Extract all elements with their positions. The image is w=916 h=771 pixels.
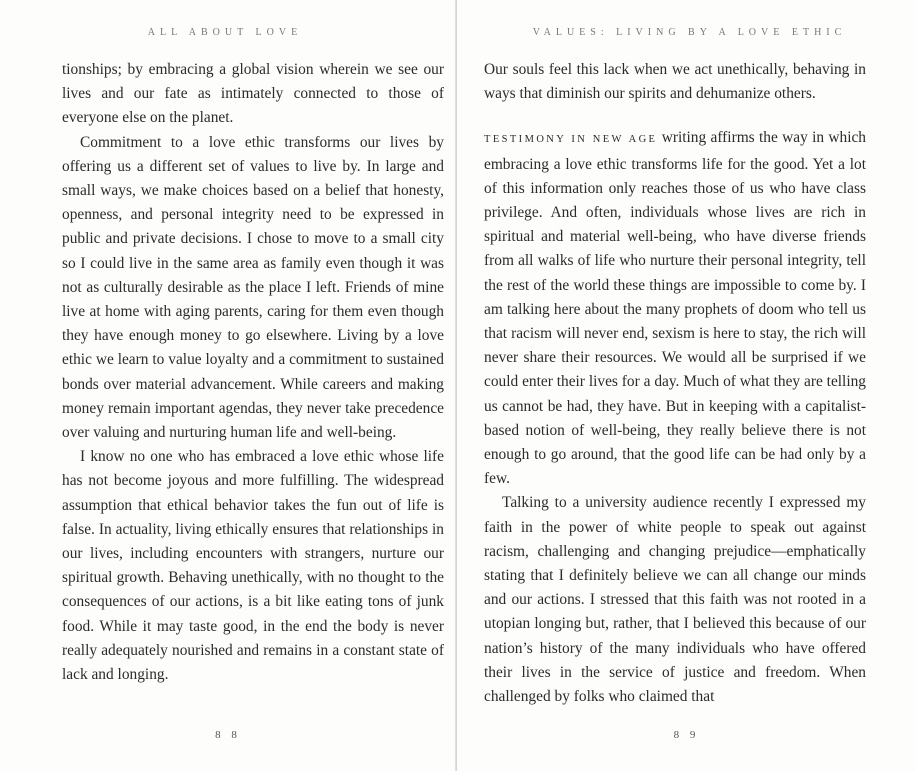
left-page-body xyxy=(62,58,444,687)
section-paragraph xyxy=(484,126,866,491)
right-page-body xyxy=(484,58,866,709)
right-page xyxy=(457,0,916,771)
paragraph: I know no one who has embraced a love ethic whose life has not become joyous and more fulfilling. The widespread assumption that ethical behavior takes the fun out of life is false. In actuality, living ethically ensures that relationships in our lives, including encounters with strangers, nurture our spiritual growth. Behaving unethically, with no thought to the consequences of our actions, is a bit like eating tons of junk food. While it may taste good, in the end the body is never really adequately nourished and remains in a constant state of lack and longing. xyxy=(62,448,444,684)
small-caps-lead: TESTIMONY IN NEW AGE xyxy=(484,134,658,146)
paragraph: tionships; by embracing a global vision wherein we see our lives and our fate as intimately connected to those of everyone else on the planet. xyxy=(62,61,444,127)
right-page-number: 8 9 xyxy=(673,729,700,741)
paragraph: Our souls feel this lack when we act unethically, behaving in ways that diminish our spirits and dehumanize others. xyxy=(484,61,866,103)
right-running-head: VALUES: LIVING BY A LOVE ETHIC xyxy=(532,27,847,38)
left-page xyxy=(0,0,456,771)
paragraph-text: writing affirms the way in which embracing a love ethic transforms life for the good. Yet a lot of this information only reaches those of us who have class privilege. And often, individuals whose lives are rich in spiritual and material well-being, who have diverse friends from all walks of life who nurture their personal integrity, tell the rest of the world these things are impossible to come by. I am talking here about the many prophets of doom who tell us that racism will never end, sexism is here to stay, the rich will never share their resources. We would all be surprised if we could enter their lives for a day. Much of what they are telling us cannot be had, they have. But in keeping with a capitalist-based notion of well-being, they really believe there is not enough to go around, that the good life can be had only by a few. xyxy=(484,129,866,488)
paragraph: Talking to a university audience recently I expressed my faith in the power of white people to speak out against racism, challenging and changing prejudice—emphatically stating that I definitely believe we can all change our minds and our actions. I stressed that this faith was not rooted in a utopian longing but, rather, that I believed this because of our nation’s history of the many individuals who have offered their lives in the service of justice and freedom. When challenged by folks who claimed that xyxy=(484,494,866,706)
paragraph: Commitment to a love ethic transforms our lives by offering us a different set of values to live by. In large and small ways, we make choices based on a belief that honesty, openness, and personal integrity need to be expressed in public and private decisions. I chose to move to a small city so I could live in the same area as family even though it was not as culturally desirable as the place I left. Friends of mine live at home with aging parents, caring for them even though they have enough money to go elsewhere. Living by a love ethic we learn to value loyalty and a commitment to sustained bonds over material advancement. While careers and making money remain important agendas, they never take precedence over valuing and nurturing human life and well-being. xyxy=(62,133,444,442)
left-page-number: 8 8 xyxy=(215,729,241,741)
left-running-head: ALL ABOUT LOVE xyxy=(147,27,303,38)
